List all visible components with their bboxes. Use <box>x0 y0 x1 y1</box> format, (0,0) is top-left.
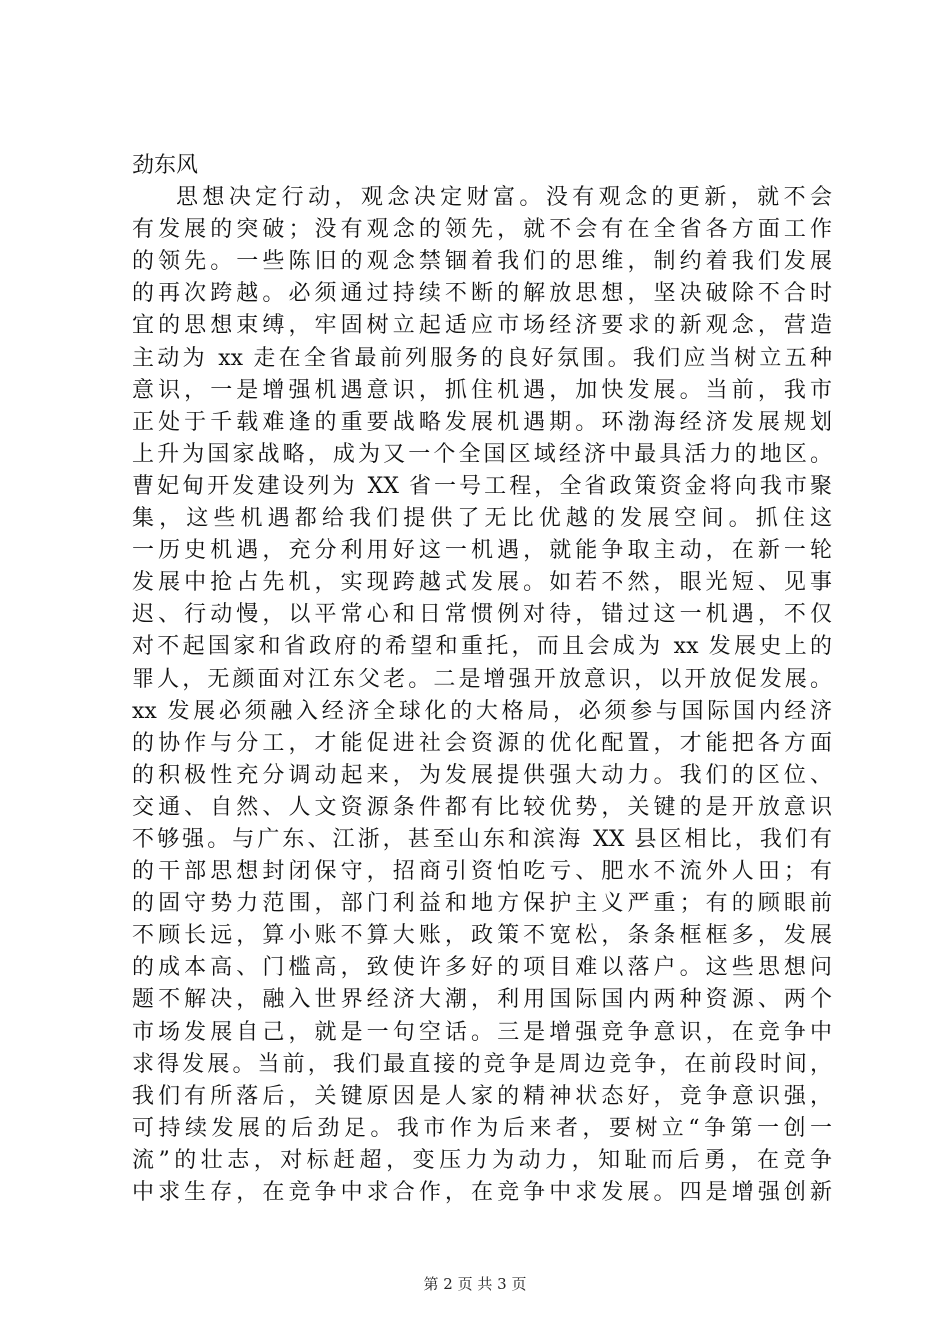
paragraph-line: 可持续发展的后劲足。我市作为后来者，要树立“争第一创一 <box>132 1115 832 1141</box>
paragraph-line: 题不解决，融入世界经济大潮，利用国际国内两种资源、两个 <box>132 987 832 1013</box>
paragraph-line: 的积极性充分调动起来，为发展提供强大动力。我们的区位、 <box>132 762 832 788</box>
paragraph-line: 宜的思想束缚，牢固树立起适应市场经济要求的新观念，营造 <box>132 313 832 339</box>
paragraph-line: 的领先。一些陈旧的观念禁锢着我们的思维，制约着我们发展 <box>132 249 832 275</box>
paragraph-line: 主动为 xx 走在全省最前列服务的良好氛围。我们应当树立五种 <box>132 345 832 371</box>
paragraph-line: 中求生存，在竞争中求合作，在竞争中求发展。四是增强创新 <box>132 1180 832 1205</box>
page-number-footer: 第 2 页 共 3 页 <box>423 1275 527 1293</box>
paragraph-line: 意识，一是增强机遇意识，抓住机遇，加快发展。当前，我市 <box>132 377 832 403</box>
paragraph-line: 的成本高、门槛高，致使许多好的项目难以落户。这些思想问 <box>132 955 832 981</box>
paragraph-line: 发展中抢占先机，实现跨越式发展。如若不然，眼光短、见事 <box>132 570 832 596</box>
paragraph-line: 正处于千载难逢的重要战略发展机遇期。环渤海经济发展规划 <box>132 409 832 435</box>
document-body <box>132 150 832 1209</box>
paragraph-line: 的再次跨越。必须通过持续不断的解放思想，坚决破除不合时 <box>132 281 832 307</box>
paragraph-line: 对不起国家和省政府的希望和重托，而且会成为 xx 发展史上的 <box>132 634 832 660</box>
paragraph-line: 的干部思想封闭保守，招商引资怕吃亏、肥水不流外人田；有 <box>132 859 832 885</box>
paragraph-line: 思想决定行动，观念决定财富。没有观念的更新，就不会 <box>176 185 832 211</box>
paragraph-line: 市场发展自己，就是一句空话。三是增强竞争意识，在竞争中 <box>132 1019 832 1045</box>
paragraph-line: 有发展的突破；没有观念的领先，就不会有在全省各方面工作 <box>132 217 832 243</box>
paragraph-line: 罪人，无颜面对江东父老。二是增强开放意识，以开放促发展。 <box>132 666 832 692</box>
paragraph-line: 迟、行动慢，以平常心和日常惯例对待，错过这一机遇，不仅 <box>132 602 832 628</box>
paragraph-line: 一历史机遇，充分利用好这一机遇，就能争取主动，在新一轮 <box>132 538 832 564</box>
paragraph-line: 的固守势力范围，部门利益和地方保护主义严重；有的顾眼前 <box>132 891 832 917</box>
paragraph-line: 流”的壮志，对标赶超，变压力为动力，知耻而后勇，在竞争 <box>132 1147 832 1173</box>
paragraph-line: 不顾长远，算小账不算大账，政策不宽松，条条框框多，发展 <box>132 923 832 949</box>
paragraph-line: xx 发展必须融入经济全球化的大格局，必须参与国际国内经济 <box>132 698 832 724</box>
paragraph-line: 上升为国家战略，成为又一个全国区域经济中最具活力的地区。 <box>132 441 832 467</box>
paragraph-line: 的协作与分工，才能促进社会资源的优化配置，才能把各方面 <box>132 730 832 756</box>
paragraph-line: 不够强。与广东、江浙，甚至山东和滨海 XX 县区相比，我们有 <box>132 826 832 852</box>
paragraph-line: 交通、自然、人文资源条件都有比较优势，关键的是开放意识 <box>132 794 832 820</box>
document-heading: 劲东风 <box>132 153 199 178</box>
paragraph-line: 曹妃甸开发建设列为 XX 省一号工程，全省政策资金将向我市聚 <box>132 473 832 499</box>
paragraph-line: 求得发展。当前，我们最直接的竞争是周边竞争，在前段时间， <box>132 1051 832 1077</box>
paragraph-line: 我们有所落后，关键原因是人家的精神状态好，竞争意识强， <box>132 1083 832 1109</box>
paragraph-line: 集，这些机遇都给我们提供了无比优越的发展空间。抓住这 <box>132 506 832 532</box>
